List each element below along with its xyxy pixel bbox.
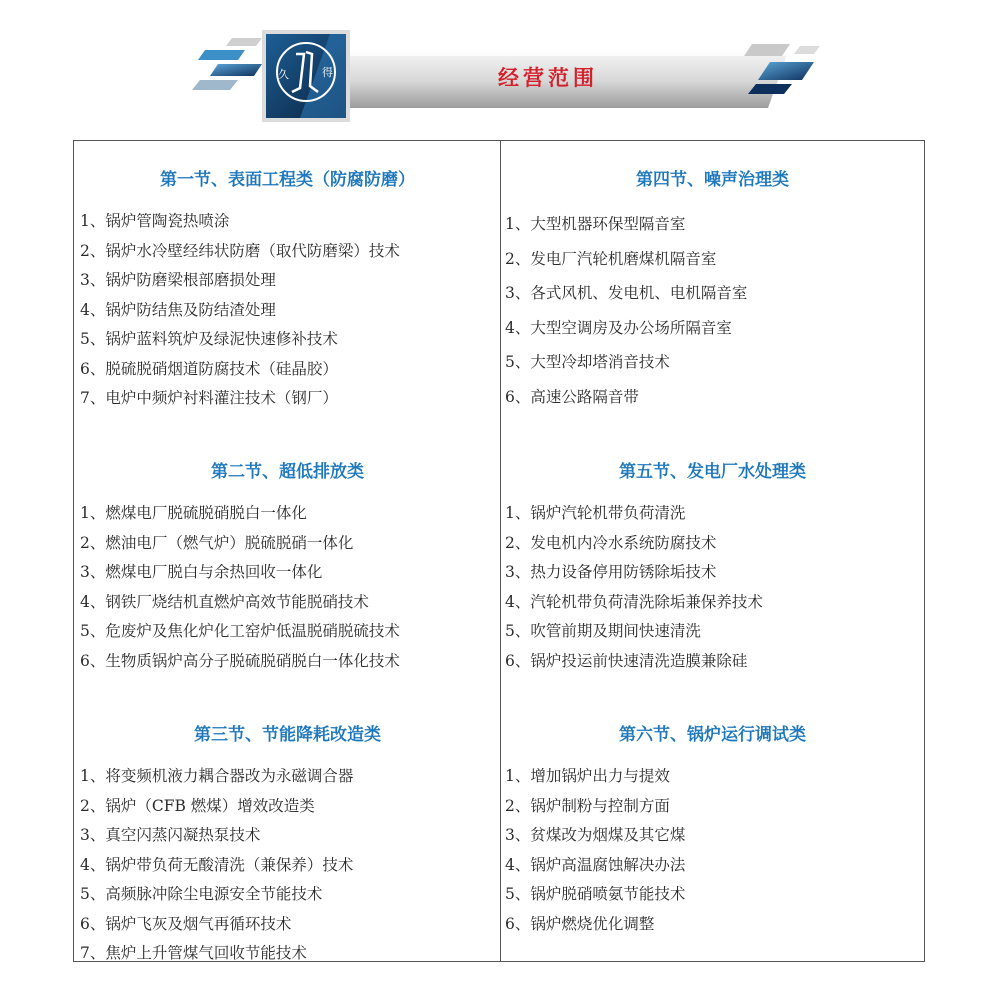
section-title: 第三节、节能降耗改造类: [194, 725, 381, 745]
list-item: 1、锅炉汽轮机带负荷清洗: [505, 504, 686, 522]
list-item: 1、锅炉管陶瓷热喷涂: [80, 212, 230, 230]
item-list: [505, 762, 920, 939]
list-item: 3、真空闪蒸闪凝热泵技术: [80, 826, 261, 844]
list-item: 6、锅炉投运前快速清洗造膜兼除硅: [505, 651, 748, 670]
list-item: 6、锅炉飞灰及烟气再循环技术: [80, 914, 292, 933]
list-item: 4、锅炉高温腐蚀解决办法: [505, 855, 686, 874]
list-item: 1、燃煤电厂脱硫脱硝脱白一体化: [80, 504, 307, 522]
logo-char-right: 得: [322, 66, 333, 79]
list-item: 6、脱硫脱硝烟道防腐技术（硅晶胶）: [80, 359, 338, 378]
list-item: 2、锅炉（CFB 燃煤）增效改造类: [80, 796, 315, 815]
list-item: 1、增加锅炉出力与提效: [505, 767, 670, 785]
list-item: 3、贫煤改为烟煤及其它煤: [505, 826, 686, 844]
list-item: 1、将变频机液力耦合器改为永磁调合器: [80, 767, 354, 785]
section-title: 第五节、发电厂水处理类: [619, 462, 806, 482]
item-list: [80, 762, 495, 969]
section-surface-engineering: [80, 167, 495, 414]
list-item: 3、热力设备停用防锈除垢技术: [505, 563, 717, 581]
list-item: 2、锅炉水冷壁经纬状防磨（取代防磨梁）技术: [80, 241, 400, 260]
list-item: 6、锅炉燃烧优化调整: [505, 914, 655, 933]
list-item: 4、钢铁厂烧结机直燃炉高效节能脱硝技术: [80, 592, 369, 611]
list-item: 3、燃煤电厂脱白与余热回收一体化: [80, 563, 323, 581]
list-item: 7、焦炉上升管煤气回收节能技术: [80, 944, 307, 962]
section-title: 第二节、超低排放类: [211, 462, 364, 482]
list-item: 4、汽轮机带负荷清洗除垢兼保养技术: [505, 592, 763, 611]
item-list: [80, 499, 495, 676]
section-title: 第一节、表面工程类（防腐防磨）: [160, 170, 415, 190]
section-title: 第六节、锅炉运行调试类: [619, 725, 806, 745]
section-ultra-low-emission: [80, 459, 495, 676]
page-title: 经营范围: [498, 66, 598, 90]
list-item: 4、大型空调房及办公场所隔音室: [505, 318, 732, 337]
list-item: 3、各式风机、发电机、电机隔音室: [505, 284, 748, 302]
list-item: 7、电炉中频炉衬料灌注技术（钢厂）: [80, 389, 338, 407]
list-item: 2、燃油电厂（燃气炉）脱硫脱硝一体化: [80, 533, 354, 552]
list-item: 1、大型机器环保型隔音室: [505, 215, 686, 233]
logo-char-left: 久: [278, 68, 289, 81]
list-item: 6、生物质锅炉高分子脱硫脱硝脱白一体化技术: [80, 651, 400, 670]
section-energy-saving: [80, 722, 495, 969]
column-divider: [500, 140, 501, 962]
section-water-treatment: [505, 459, 920, 676]
list-item: 2、发电厂汽轮机磨煤机隔音室: [505, 249, 717, 268]
left-decor-stripe-1: [198, 50, 245, 60]
list-item: 3、锅炉防磨梁根部磨损处理: [80, 271, 276, 289]
list-item: 5、大型冷却塔消音技术: [505, 353, 670, 371]
list-item: 2、锅炉制粉与控制方面: [505, 796, 670, 815]
list-item: 2、发电机内冷水系统防腐技术: [505, 533, 717, 552]
item-list: [505, 207, 920, 414]
list-item: 5、危废炉及焦化炉化工窑炉低温脱硝脱硫技术: [80, 622, 400, 640]
list-item: 5、锅炉蓝料筑炉及绿泥快速修补技术: [80, 330, 338, 348]
section-title: 第四节、噪声治理类: [636, 170, 789, 190]
item-list: [80, 207, 495, 414]
list-item: 5、高频脉冲除尘电源安全节能技术: [80, 885, 323, 903]
list-item: 5、吹管前期及期间快速清洗: [505, 622, 701, 640]
list-item: 4、锅炉防结焦及防结渣处理: [80, 300, 276, 319]
list-item: 4、锅炉带负荷无酸清洗（兼保养）技术: [80, 855, 354, 874]
section-noise-control: [505, 167, 920, 414]
list-item: 5、锅炉脱硝喷氨节能技术: [505, 885, 686, 903]
section-boiler-commissioning: [505, 722, 920, 939]
item-list: [505, 499, 920, 676]
header-banner: [0, 0, 1000, 135]
list-item: 6、高速公路隔音带: [505, 387, 639, 406]
